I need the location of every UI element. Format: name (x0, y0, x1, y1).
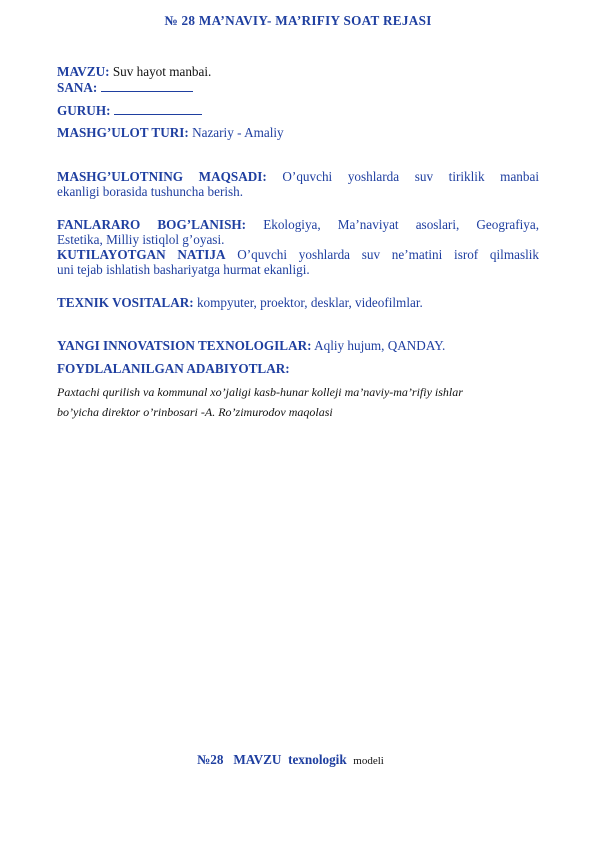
maqsad-row-1 (57, 169, 539, 184)
natija-row-1 (57, 247, 539, 262)
texnik-row (57, 295, 539, 310)
mavzu-row (57, 64, 539, 79)
natija-label: KUTILAYOTGAN NATIJA (57, 247, 226, 262)
footer-modeli: modeli (353, 755, 384, 767)
footer-number: №28 (197, 752, 224, 767)
texnik-value: kompyuter, proektor, desklar, videofilmlar. (193, 295, 423, 310)
sana-label: SANA: (57, 80, 98, 95)
texnik-label: TEXNIK VOSITALAR: (57, 295, 194, 310)
maqsad-row-2: ekanligi borasida tushuncha berish. (57, 184, 244, 199)
guruh-row (57, 103, 539, 118)
natija-row-2: uni tejab ishlatish bashariyatga hurmat ekanligi. (57, 262, 310, 277)
fanlararo-row-2: Estetika, Milliy istiqlol g’oyasi. (57, 232, 225, 247)
mavzu-value: Suv hayot manbai. (109, 64, 212, 79)
fanlararo-row-1 (57, 217, 539, 232)
maqsad-label: MASHG’ULOTNING MAQSADI: (57, 169, 267, 184)
adabiyotlar-line-1: Paxtachi qurilish va kommunal xo’jaligi kasb-hunar kolleji ma’naviy-ma’rifiy ishlar (57, 385, 463, 399)
footer-mavzu: MAVZU (233, 752, 282, 767)
adabiyotlar-row (57, 361, 539, 376)
turi-row (57, 125, 539, 140)
natija-value-1: O’quvchi yoshlarda suv ne’matini isrof qilmaslik (237, 247, 539, 262)
fanlararo-label: FANLARARO BOG’LANISH: (57, 217, 247, 232)
guruh-blank (114, 103, 202, 115)
turi-label: MASHG’ULOT TURI: (57, 125, 189, 140)
sana-row (57, 80, 539, 95)
maqsad-value-1: O’quvchi yoshlarda suv tiriklik manbai (282, 169, 539, 184)
page-title: № 28 MA’NAVIY- MA’RIFIY SOAT REJASI (164, 13, 432, 28)
footer-texnologik: texnologik (288, 752, 347, 767)
adabiyotlar-line-2: bo’yicha direktor o’rinbosari -A. Ro’zimurodov maqolasi (57, 405, 333, 419)
guruh-label: GURUH: (57, 103, 111, 118)
adabiyotlar-label: FOYDLALANILGAN ADABIYOTLAR: (57, 361, 290, 376)
innovatsion-label: YANGI INNOVATSION TEXNOLOGILAR: (57, 338, 312, 353)
turi-value: Nazariy - Amaliy (188, 125, 284, 140)
sana-blank (101, 80, 193, 92)
innovatsion-row (57, 338, 539, 353)
fanlararo-value-1: Ekologiya, Ma’naviyat asoslari, Geografiya, (263, 217, 540, 232)
innovatsion-value: Aqliy hujum, QANDAY. (311, 338, 446, 353)
footer-caption (197, 752, 384, 768)
mavzu-label: MAVZU: (57, 64, 110, 79)
